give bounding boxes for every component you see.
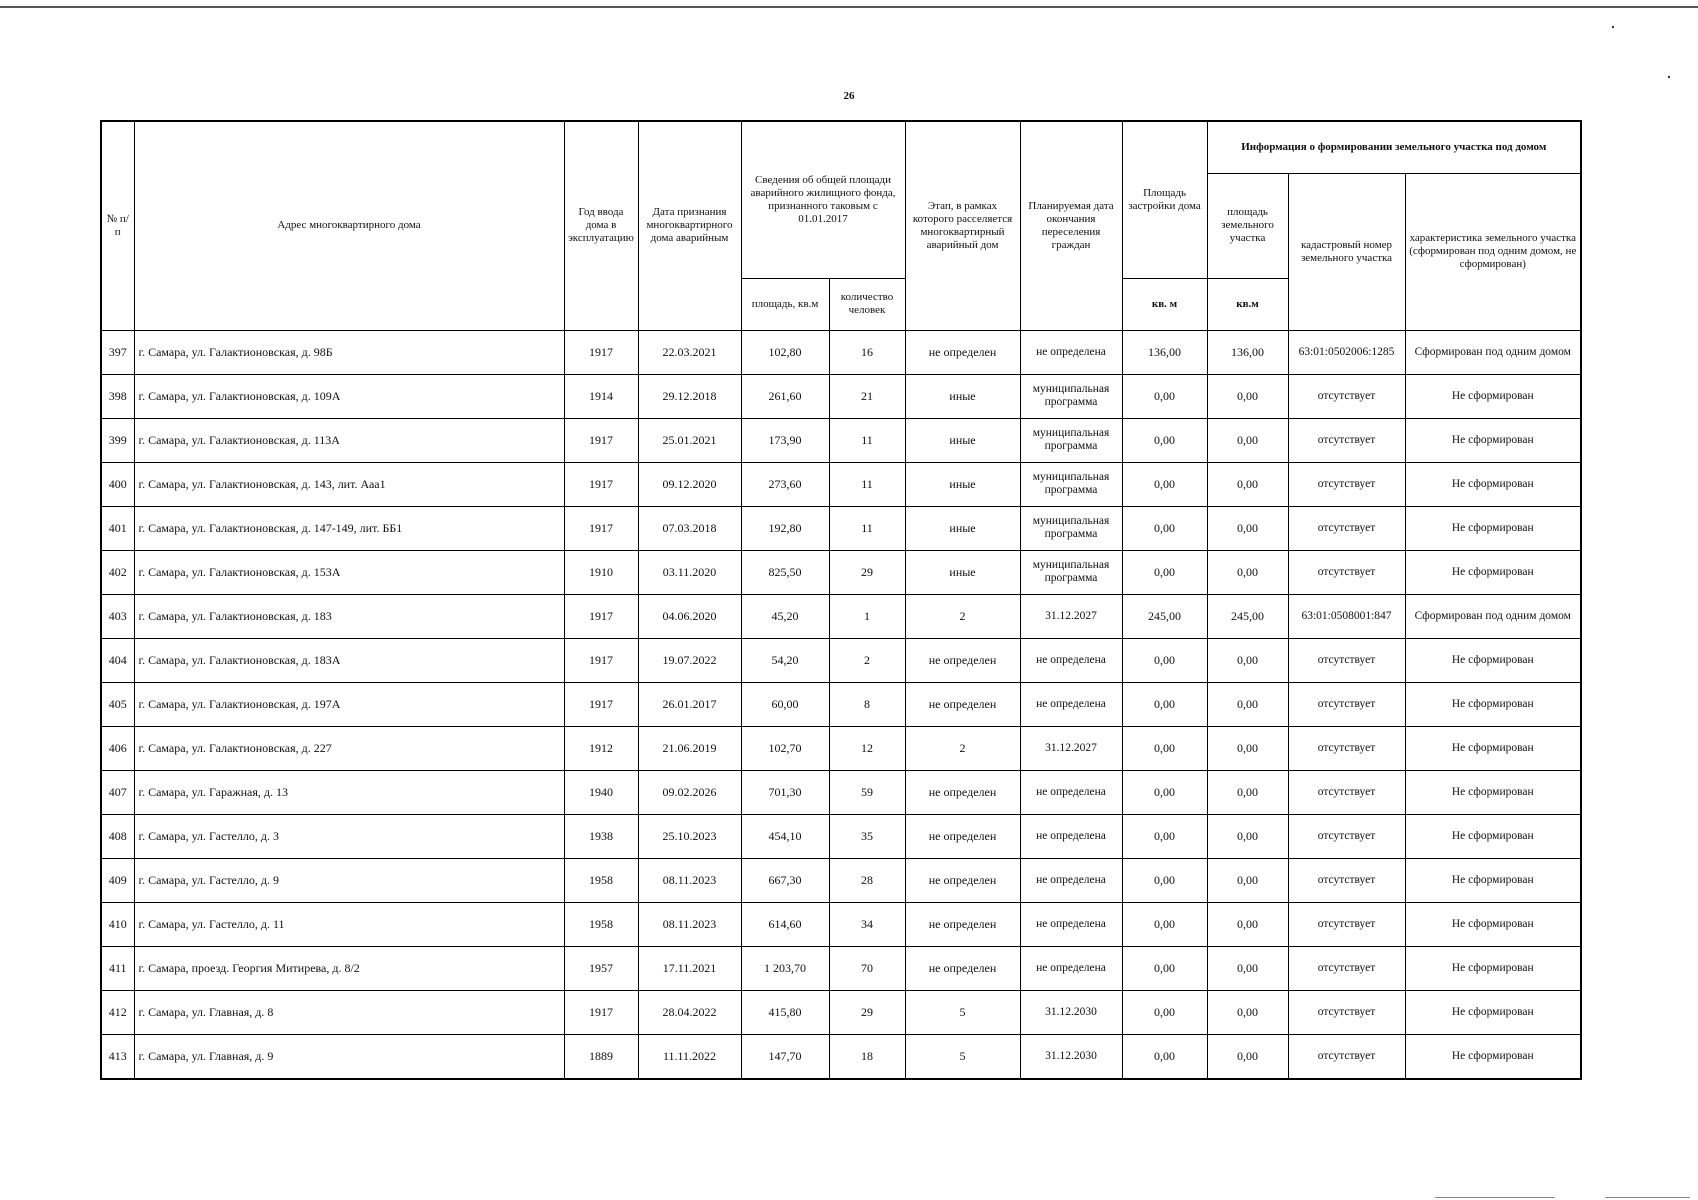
row-land-area: 0,00 (1207, 858, 1288, 902)
row-cadastral: отсутствует (1288, 902, 1405, 946)
row-cadastral: отсутствует (1288, 682, 1405, 726)
row-people: 11 (829, 462, 905, 506)
row-address: г. Самара, ул. Галактионовская, д. 113А (134, 418, 564, 462)
row-status: Не сформирован (1405, 550, 1581, 594)
header-area: площадь, кв.м (741, 278, 829, 330)
row-address: г. Самара, ул. Галактионовская, д. 147-149, лит. ББ1 (134, 506, 564, 550)
row-address: г. Самара, ул. Галактионовская, д. 109А (134, 374, 564, 418)
row-planned-date: не определена (1020, 770, 1122, 814)
row-people: 11 (829, 506, 905, 550)
row-land-area: 0,00 (1207, 682, 1288, 726)
row-built-area: 0,00 (1122, 550, 1207, 594)
row-built-area: 0,00 (1122, 858, 1207, 902)
row-address: г. Самара, ул. Гастелло, д. 3 (134, 814, 564, 858)
row-address: г. Самара, ул. Галактионовская, д. 98Б (134, 330, 564, 374)
row-people: 1 (829, 594, 905, 638)
row-land-area: 0,00 (1207, 638, 1288, 682)
table-row (101, 990, 1581, 1034)
row-land-area: 0,00 (1207, 770, 1288, 814)
header-people: количество человек (829, 278, 905, 330)
row-cadastral: отсутствует (1288, 550, 1405, 594)
row-recognized-date: 11.11.2022 (638, 1034, 741, 1079)
row-area: 1 203,70 (741, 946, 829, 990)
header-num: № п/п (101, 121, 134, 330)
row-built-area: 0,00 (1122, 1034, 1207, 1079)
row-cadastral: отсутствует (1288, 770, 1405, 814)
row-number: 413 (101, 1034, 134, 1079)
row-number: 405 (101, 682, 134, 726)
row-built-area: 0,00 (1122, 726, 1207, 770)
row-year: 1957 (564, 946, 638, 990)
row-land-area: 0,00 (1207, 990, 1288, 1034)
row-people: 70 (829, 946, 905, 990)
row-year: 1917 (564, 682, 638, 726)
table-row (101, 374, 1581, 418)
row-stage: не определен (905, 858, 1020, 902)
table-row (101, 1034, 1581, 1079)
scan-dot (1668, 76, 1670, 78)
row-stage: иные (905, 550, 1020, 594)
row-status: Сформирован под одним домом (1405, 330, 1581, 374)
row-land-area: 0,00 (1207, 902, 1288, 946)
header-year: Год ввода дома в эксплуатацию (564, 121, 638, 330)
row-planned-date: муниципальная программа (1020, 462, 1122, 506)
row-area: 173,90 (741, 418, 829, 462)
row-year: 1917 (564, 330, 638, 374)
table-row (101, 902, 1581, 946)
header-land-group: Информация о формировании земельного участка под домом (1207, 121, 1581, 173)
row-people: 11 (829, 418, 905, 462)
row-built-area: 0,00 (1122, 506, 1207, 550)
header-recognized: Дата признания многоквартирного дома аварийным (638, 121, 741, 330)
row-year: 1917 (564, 462, 638, 506)
row-recognized-date: 08.11.2023 (638, 902, 741, 946)
row-cadastral: отсутствует (1288, 858, 1405, 902)
row-built-area: 0,00 (1122, 770, 1207, 814)
row-number: 403 (101, 594, 134, 638)
row-built-area: 136,00 (1122, 330, 1207, 374)
row-built-area: 245,00 (1122, 594, 1207, 638)
row-status: Не сформирован (1405, 374, 1581, 418)
header-characteristic: характеристика земельного участка (сформирован под одним домом, не сформирован) (1405, 173, 1581, 330)
row-built-area: 0,00 (1122, 462, 1207, 506)
row-land-area: 0,00 (1207, 726, 1288, 770)
row-area: 102,80 (741, 330, 829, 374)
row-status: Сформирован под одним домом (1405, 594, 1581, 638)
row-year: 1910 (564, 550, 638, 594)
row-cadastral: отсутствует (1288, 946, 1405, 990)
row-status: Не сформирован (1405, 418, 1581, 462)
row-people: 2 (829, 638, 905, 682)
row-people: 34 (829, 902, 905, 946)
row-address: г. Самара, ул. Главная, д. 8 (134, 990, 564, 1034)
row-recognized-date: 17.11.2021 (638, 946, 741, 990)
row-planned-date: муниципальная программа (1020, 418, 1122, 462)
table-row (101, 770, 1581, 814)
header-planned: Планируемая дата окончания переселения граждан (1020, 121, 1122, 330)
row-status: Не сформирован (1405, 990, 1581, 1034)
row-address: г. Самара, ул. Главная, д. 9 (134, 1034, 564, 1079)
row-recognized-date: 09.02.2026 (638, 770, 741, 814)
table-row (101, 506, 1581, 550)
row-cadastral: отсутствует (1288, 726, 1405, 770)
row-people: 29 (829, 990, 905, 1034)
row-address: г. Самара, ул. Галактионовская, д. 197А (134, 682, 564, 726)
row-year: 1958 (564, 902, 638, 946)
row-recognized-date: 07.03.2018 (638, 506, 741, 550)
table-row (101, 814, 1581, 858)
row-number: 406 (101, 726, 134, 770)
top-rule (0, 6, 1698, 8)
row-cadastral: отсутствует (1288, 990, 1405, 1034)
row-recognized-date: 28.04.2022 (638, 990, 741, 1034)
header-address: Адрес многоквартирного дома (134, 121, 564, 330)
row-address: г. Самара, ул. Галактионовская, д. 183 (134, 594, 564, 638)
row-recognized-date: 09.12.2020 (638, 462, 741, 506)
row-stage: иные (905, 374, 1020, 418)
row-stage: иные (905, 462, 1020, 506)
header-land-area: площадь земельного участка (1207, 173, 1288, 278)
row-planned-date: муниципальная программа (1020, 374, 1122, 418)
row-planned-date: не определена (1020, 638, 1122, 682)
row-cadastral: 63:01:0508001:847 (1288, 594, 1405, 638)
row-year: 1938 (564, 814, 638, 858)
row-address: г. Самара, ул. Галактионовская, д. 183А (134, 638, 564, 682)
row-stage: иные (905, 418, 1020, 462)
row-address: г. Самара, ул. Гаражная, д. 13 (134, 770, 564, 814)
row-status: Не сформирован (1405, 1034, 1581, 1079)
row-stage: не определен (905, 814, 1020, 858)
row-status: Не сформирован (1405, 858, 1581, 902)
row-stage: не определен (905, 770, 1020, 814)
row-area: 667,30 (741, 858, 829, 902)
row-status: Не сформирован (1405, 462, 1581, 506)
row-status: Не сформирован (1405, 946, 1581, 990)
row-people: 18 (829, 1034, 905, 1079)
row-stage: 5 (905, 1034, 1020, 1079)
row-stage: не определен (905, 946, 1020, 990)
row-built-area: 0,00 (1122, 682, 1207, 726)
row-cadastral: отсутствует (1288, 638, 1405, 682)
row-planned-date: 31.12.2027 (1020, 726, 1122, 770)
row-year: 1917 (564, 990, 638, 1034)
row-number: 398 (101, 374, 134, 418)
row-area: 415,80 (741, 990, 829, 1034)
row-planned-date: не определена (1020, 858, 1122, 902)
row-people: 16 (829, 330, 905, 374)
row-people: 12 (829, 726, 905, 770)
row-number: 410 (101, 902, 134, 946)
table-row (101, 594, 1581, 638)
row-land-area: 0,00 (1207, 418, 1288, 462)
row-planned-date: муниципальная программа (1020, 506, 1122, 550)
row-planned-date: не определена (1020, 946, 1122, 990)
row-cadastral: отсутствует (1288, 462, 1405, 506)
row-land-area: 0,00 (1207, 814, 1288, 858)
row-cadastral: отсутствует (1288, 1034, 1405, 1079)
row-area: 261,60 (741, 374, 829, 418)
row-planned-date: не определена (1020, 330, 1122, 374)
row-number: 411 (101, 946, 134, 990)
row-people: 8 (829, 682, 905, 726)
row-land-area: 0,00 (1207, 946, 1288, 990)
row-year: 1940 (564, 770, 638, 814)
row-status: Не сформирован (1405, 638, 1581, 682)
row-number: 409 (101, 858, 134, 902)
row-stage: не определен (905, 330, 1020, 374)
row-recognized-date: 19.07.2022 (638, 638, 741, 682)
row-land-area: 0,00 (1207, 1034, 1288, 1079)
row-built-area: 0,00 (1122, 946, 1207, 990)
row-number: 401 (101, 506, 134, 550)
row-stage: иные (905, 506, 1020, 550)
row-planned-date: муниципальная программа (1020, 550, 1122, 594)
row-built-area: 0,00 (1122, 990, 1207, 1034)
row-planned-date: не определена (1020, 814, 1122, 858)
row-recognized-date: 03.11.2020 (638, 550, 741, 594)
row-land-area: 0,00 (1207, 374, 1288, 418)
row-cadastral: отсутствует (1288, 374, 1405, 418)
row-year: 1889 (564, 1034, 638, 1079)
row-built-area: 0,00 (1122, 418, 1207, 462)
header-area-info: Сведения об общей площади аварийного жилищного фонда, признанного таковым с 01.01.2017 (741, 121, 905, 278)
row-address: г. Самара, проезд. Георгия Митирева, д. 8/2 (134, 946, 564, 990)
row-number: 397 (101, 330, 134, 374)
row-number: 402 (101, 550, 134, 594)
row-year: 1914 (564, 374, 638, 418)
row-stage: 5 (905, 990, 1020, 1034)
row-planned-date: 31.12.2027 (1020, 594, 1122, 638)
row-year: 1917 (564, 594, 638, 638)
row-year: 1917 (564, 506, 638, 550)
row-land-area: 0,00 (1207, 550, 1288, 594)
row-stage: 2 (905, 594, 1020, 638)
row-address: г. Самара, ул. Галактионовская, д. 153А (134, 550, 564, 594)
row-people: 29 (829, 550, 905, 594)
row-address: г. Самара, ул. Гастелло, д. 9 (134, 858, 564, 902)
row-area: 192,80 (741, 506, 829, 550)
row-planned-date: 31.12.2030 (1020, 1034, 1122, 1079)
row-area: 54,20 (741, 638, 829, 682)
housing-register-table (100, 120, 1582, 1080)
row-area: 614,60 (741, 902, 829, 946)
table-row (101, 418, 1581, 462)
row-recognized-date: 25.10.2023 (638, 814, 741, 858)
row-year: 1917 (564, 638, 638, 682)
row-recognized-date: 25.01.2021 (638, 418, 741, 462)
row-status: Не сформирован (1405, 770, 1581, 814)
row-planned-date: не определена (1020, 902, 1122, 946)
row-recognized-date: 08.11.2023 (638, 858, 741, 902)
row-cadastral: отсутствует (1288, 418, 1405, 462)
row-land-area: 136,00 (1207, 330, 1288, 374)
row-planned-date: 31.12.2030 (1020, 990, 1122, 1034)
row-area: 454,10 (741, 814, 829, 858)
row-number: 400 (101, 462, 134, 506)
row-people: 28 (829, 858, 905, 902)
row-stage: 2 (905, 726, 1020, 770)
row-people: 35 (829, 814, 905, 858)
row-land-area: 0,00 (1207, 506, 1288, 550)
row-planned-date: не определена (1020, 682, 1122, 726)
row-number: 404 (101, 638, 134, 682)
row-area: 825,50 (741, 550, 829, 594)
row-people: 59 (829, 770, 905, 814)
row-cadastral: отсутствует (1288, 814, 1405, 858)
row-number: 407 (101, 770, 134, 814)
table-row (101, 462, 1581, 506)
row-number: 399 (101, 418, 134, 462)
row-people: 21 (829, 374, 905, 418)
row-status: Не сформирован (1405, 902, 1581, 946)
header-built-area: Площадь застройки дома (1122, 121, 1207, 278)
table-row (101, 858, 1581, 902)
bottom-line (1605, 1197, 1690, 1198)
page-number: 26 (843, 90, 855, 102)
row-built-area: 0,00 (1122, 902, 1207, 946)
row-area: 273,60 (741, 462, 829, 506)
row-cadastral: 63:01:0502006:1285 (1288, 330, 1405, 374)
row-status: Не сформирован (1405, 814, 1581, 858)
row-area: 45,20 (741, 594, 829, 638)
table-row (101, 726, 1581, 770)
table-row (101, 638, 1581, 682)
header-stage: Этап, в рамках которого расселяется многоквартирный аварийный дом (905, 121, 1020, 330)
row-status: Не сформирован (1405, 726, 1581, 770)
row-built-area: 0,00 (1122, 638, 1207, 682)
row-year: 1917 (564, 418, 638, 462)
row-number: 412 (101, 990, 134, 1034)
row-stage: не определен (905, 902, 1020, 946)
row-address: г. Самара, ул. Галактионовская, д. 227 (134, 726, 564, 770)
table-body (101, 330, 1581, 1079)
row-address: г. Самара, ул. Галактионовская, д. 143, лит. Ааа1 (134, 462, 564, 506)
row-stage: не определен (905, 638, 1020, 682)
header-unit-land: кв.м (1207, 278, 1288, 330)
row-stage: не определен (905, 682, 1020, 726)
row-area: 701,30 (741, 770, 829, 814)
row-built-area: 0,00 (1122, 814, 1207, 858)
row-land-area: 245,00 (1207, 594, 1288, 638)
row-recognized-date: 26.01.2017 (638, 682, 741, 726)
row-address: г. Самара, ул. Гастелло, д. 11 (134, 902, 564, 946)
bottom-line (1435, 1197, 1555, 1198)
table-row (101, 330, 1581, 374)
row-cadastral: отсутствует (1288, 506, 1405, 550)
header-unit-built: кв. м (1122, 278, 1207, 330)
row-recognized-date: 29.12.2018 (638, 374, 741, 418)
scan-dot (1612, 26, 1614, 28)
table-row (101, 946, 1581, 990)
row-recognized-date: 21.06.2019 (638, 726, 741, 770)
table-row (101, 682, 1581, 726)
row-number: 408 (101, 814, 134, 858)
row-recognized-date: 04.06.2020 (638, 594, 741, 638)
table-row (101, 550, 1581, 594)
row-area: 147,70 (741, 1034, 829, 1079)
row-status: Не сформирован (1405, 682, 1581, 726)
row-recognized-date: 22.03.2021 (638, 330, 741, 374)
row-built-area: 0,00 (1122, 374, 1207, 418)
row-land-area: 0,00 (1207, 462, 1288, 506)
row-area: 60,00 (741, 682, 829, 726)
row-area: 102,70 (741, 726, 829, 770)
row-status: Не сформирован (1405, 506, 1581, 550)
header-cadastral: кадастровый номер земельного участка (1288, 173, 1405, 330)
row-year: 1912 (564, 726, 638, 770)
row-year: 1958 (564, 858, 638, 902)
